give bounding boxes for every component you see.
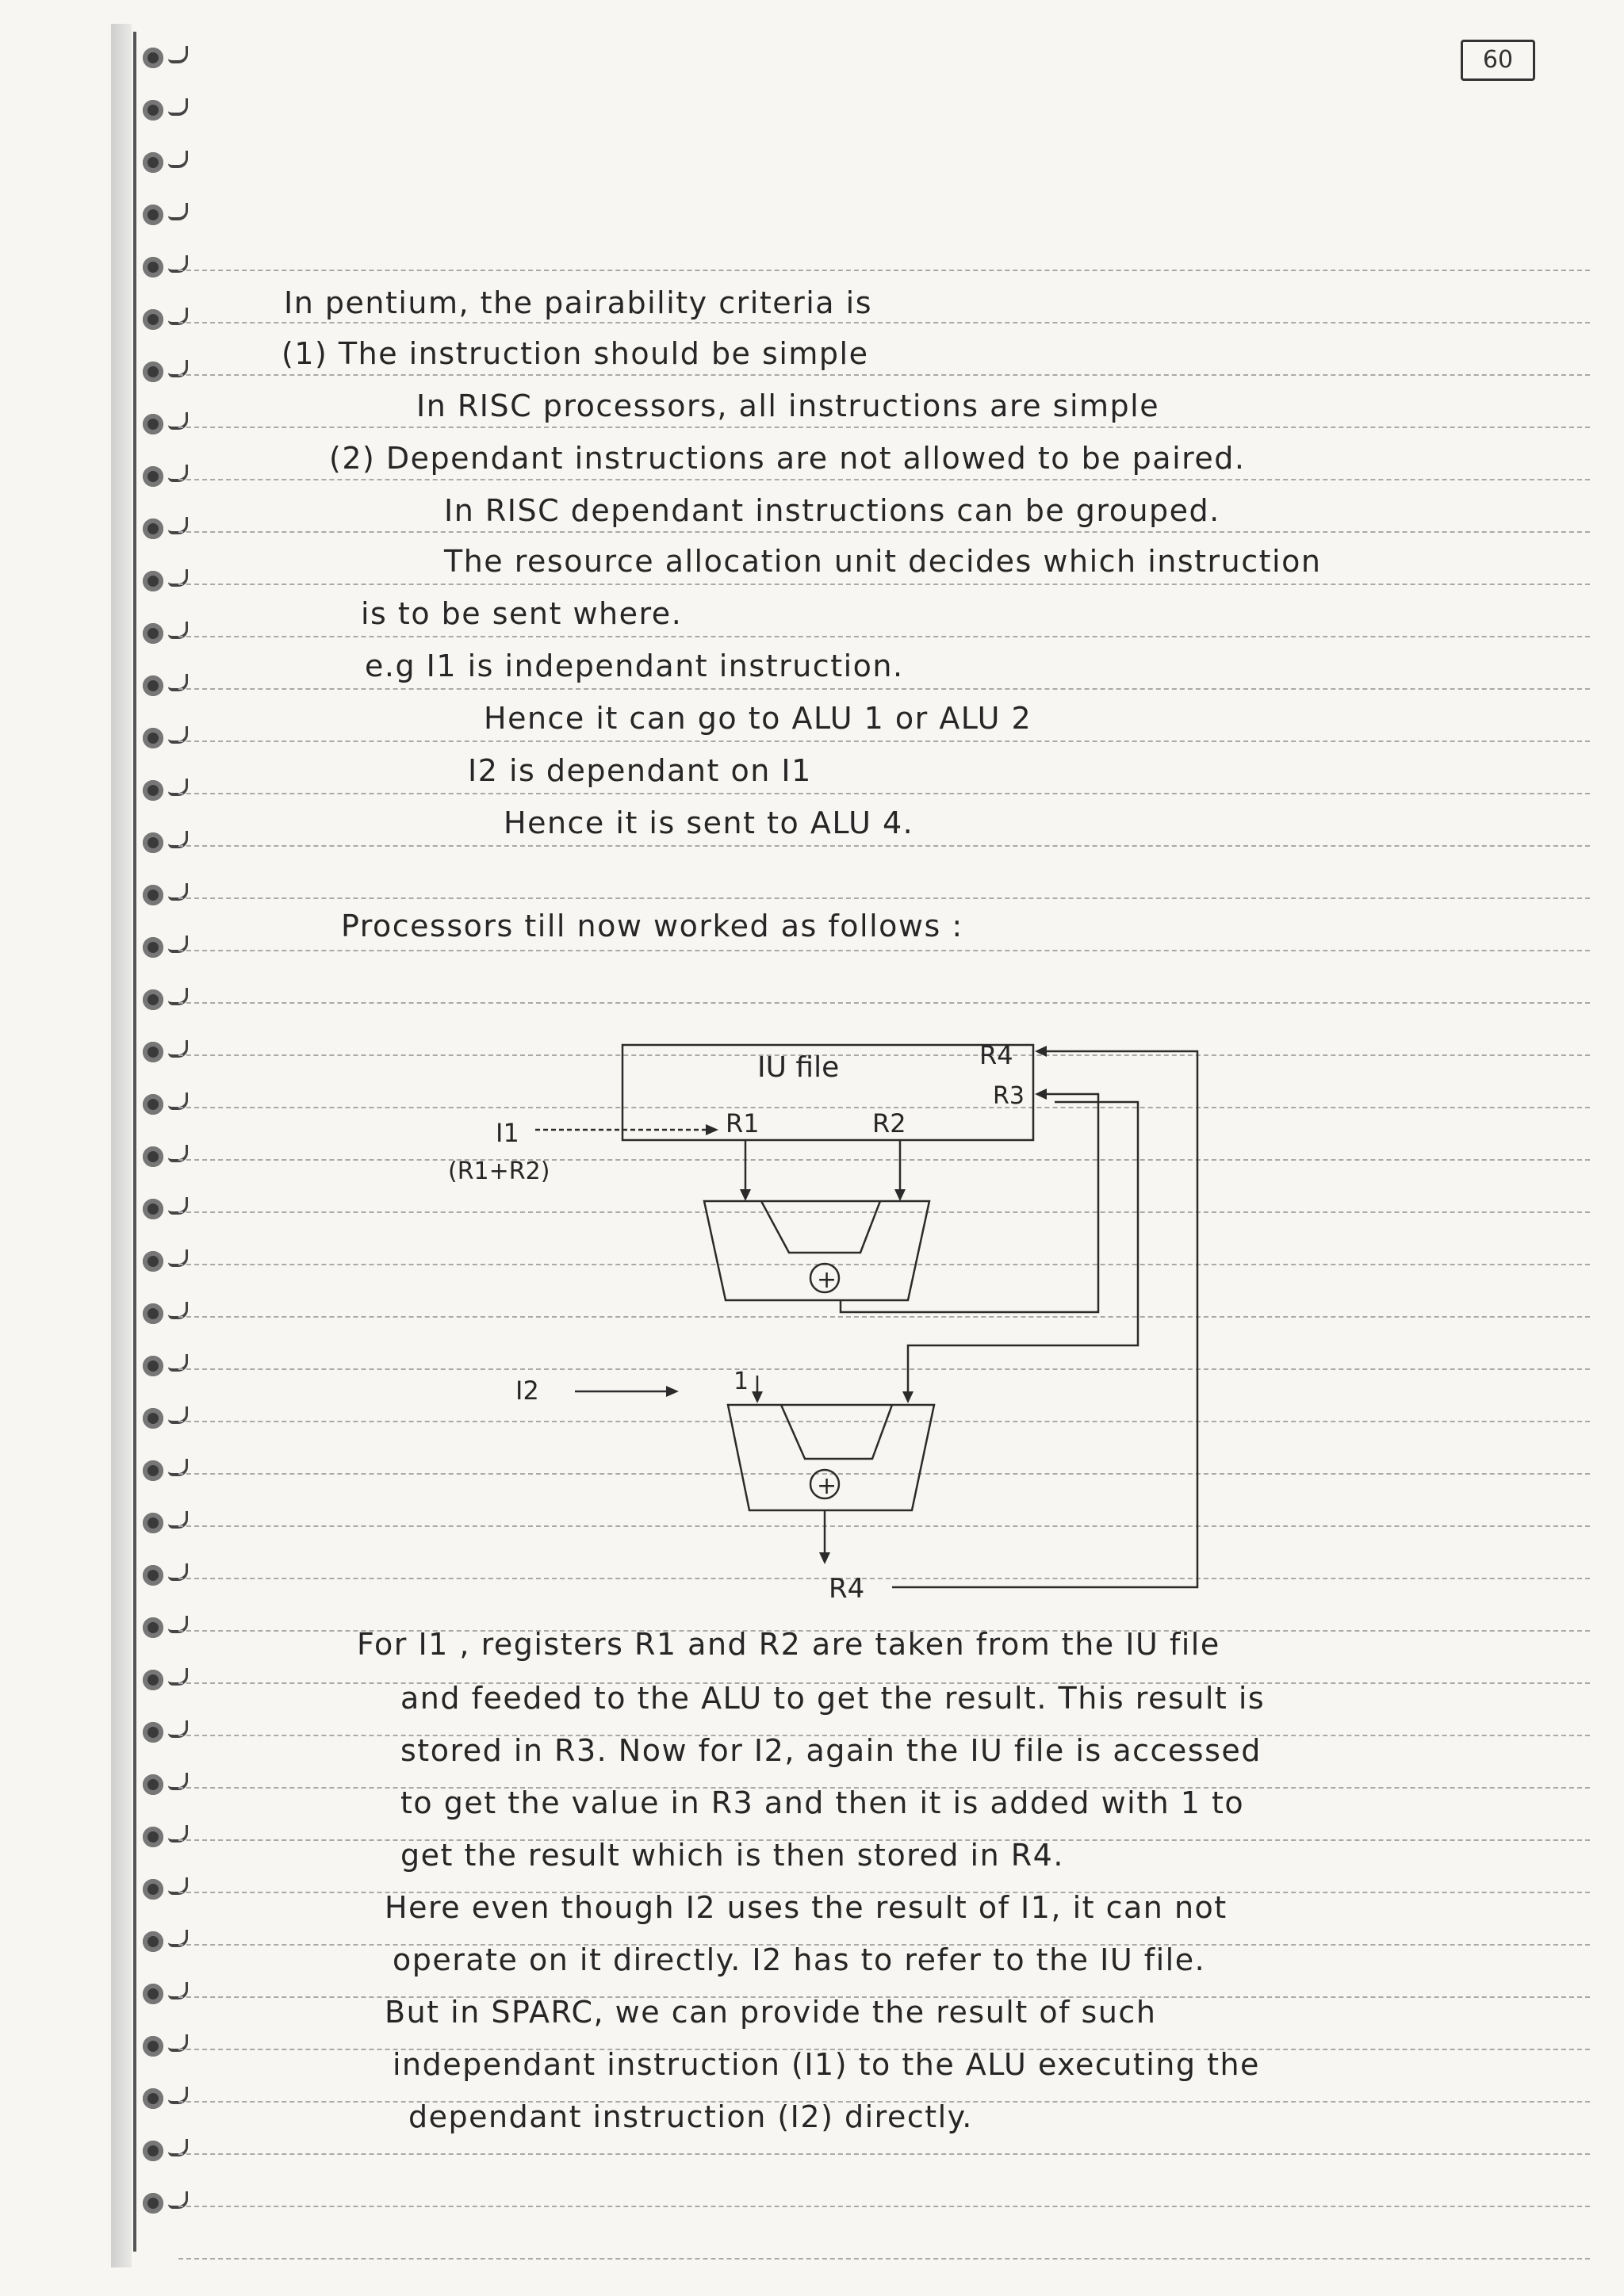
text-line-5: In RISC dependant instructions can be grouped. (444, 493, 1220, 528)
r3-to-alu2-path (908, 1102, 1138, 1399)
output-r4-label: R4 (829, 1573, 865, 1605)
text-line-6: The resource allocation unit decides which instruction (444, 544, 1322, 579)
text-line-11: Hence it is sent to ALU 4. (504, 806, 914, 840)
r2-label: R2 (872, 1108, 906, 1138)
text-line-9: Hence it can go to ALU 1 or ALU 2 (484, 701, 1032, 736)
r1-label: R1 (726, 1108, 760, 1138)
text-line-20: But in SPARC, we can provide the result of such (385, 1995, 1157, 2030)
text-line-2: (1) The instruction should be simple (282, 336, 869, 371)
r3-label: R3 (993, 1082, 1025, 1110)
text-line-15: stored in R3. Now for I2, again the IU file is accessed (400, 1733, 1262, 1768)
i2-label: I2 (515, 1376, 539, 1406)
iu-file-label: IU file (757, 1051, 840, 1084)
text-line-22: dependant instruction (I2) directly. (408, 2099, 973, 2134)
text-line-8: e.g I1 is independant instruction. (365, 649, 904, 683)
text-line-10: I2 is dependant on I1 (468, 753, 812, 788)
alu2-notch (781, 1405, 892, 1459)
text-line-7: is to be sent where. (361, 596, 683, 631)
text-line-16: to get the value in R3 and then it is added with 1 to (400, 1785, 1245, 1820)
alu2-plus: + (817, 1472, 837, 1500)
text-line-17: get the result which is then stored in R4. (400, 1838, 1064, 1873)
i1-label: I1 (496, 1118, 519, 1148)
alu1-plus: + (817, 1266, 837, 1294)
text-line-19: operate on it directly. I2 has to refer to the IU file. (393, 1942, 1206, 1977)
text-line-14: and feeded to the ALU to get the result. This result is (400, 1681, 1266, 1716)
alu1-notch (761, 1201, 880, 1253)
constant-one-label: 1 (733, 1368, 749, 1395)
text-line-18: Here even though I2 uses the result of I1, it can not (385, 1890, 1228, 1925)
r4-feedback-path (892, 1051, 1197, 1587)
r4-top-label: R4 (979, 1040, 1013, 1070)
text-line-4: (2) Dependant instructions are not allowed to be paired. (329, 441, 1246, 476)
text-line-21: independant instruction (I1) to the ALU executing the (393, 2047, 1260, 2082)
page-number: 60 (1461, 40, 1535, 81)
text-line-1: In pentium, the pairability criteria is (284, 285, 872, 320)
text-line-12: Processors till now worked as follows : (341, 909, 963, 943)
i1-operation-label: (R1+R2) (448, 1158, 550, 1185)
text-line-13: For I1 , registers R1 and R2 are taken from the IU file (357, 1627, 1220, 1662)
text-line-3: In RISC processors, all instructions are simple (416, 388, 1160, 423)
